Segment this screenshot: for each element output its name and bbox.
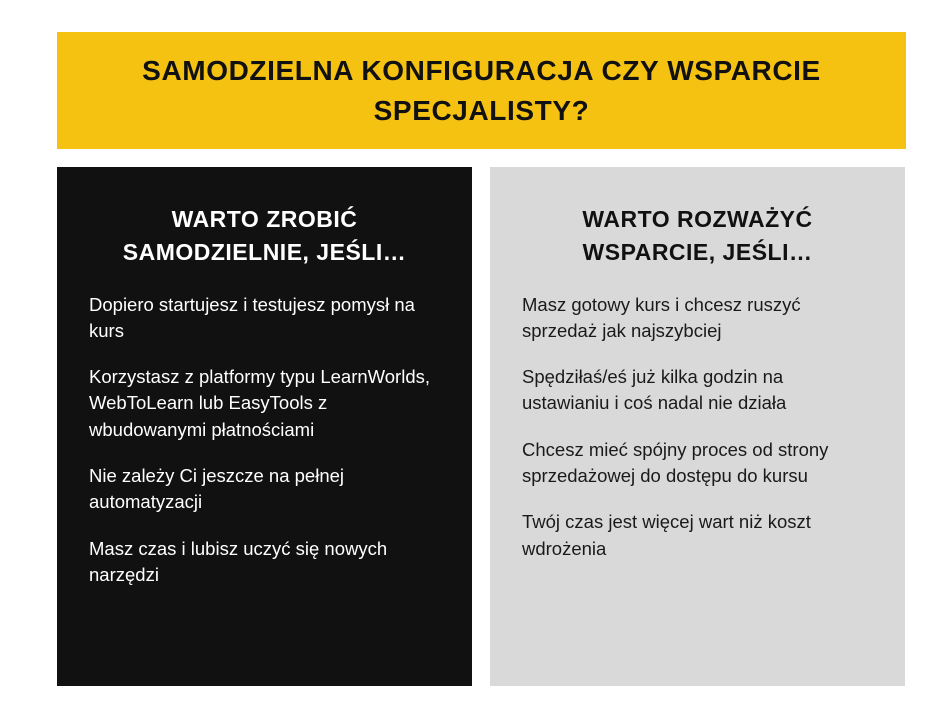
comparison-columns (57, 167, 906, 686)
page-title: SAMODZIELNA KONFIGURACJA CZY WSPARCIE SPECJALISTY? (142, 54, 821, 126)
list-item: Nie zależy Ci jeszcze na pełnej automatyzacji (89, 465, 345, 513)
list-item: Dopiero startujesz i testujesz pomysł na kurs (89, 293, 415, 341)
list-item: Korzystasz z platformy typu LearnWorlds, WebToLearn lub EasyTools z wbudowanymi płatnościami (89, 366, 431, 440)
column-self-setup (57, 167, 472, 686)
list-item: Twój czas jest więcej wart niż koszt wdrożenia (522, 511, 811, 559)
list-item: Masz czas i lubisz uczyć się nowych narzędzi (89, 537, 388, 585)
column-self-setup-title: WARTO ZROBIĆ SAMODZIELNIE, JEŚLI… (122, 206, 407, 266)
header-banner (57, 32, 906, 149)
list-item: Chcesz mieć spójny proces od strony sprzedażowej do dostępu do kursu (522, 438, 829, 487)
column-specialist-support (490, 167, 905, 686)
list-item: Spędziłaś/eś już kilka godzin na ustawianiu i coś nadal nie działa (522, 366, 787, 414)
column-specialist-support-title: WARTO ROZWAŻYĆ WSPARCIE, JEŚLI… (582, 206, 813, 266)
column-specialist-support-list (522, 292, 873, 562)
list-item: Masz gotowy kurs i chcesz ruszyć sprzedaż jak najszybciej (522, 293, 801, 341)
column-self-setup-list (89, 292, 440, 588)
